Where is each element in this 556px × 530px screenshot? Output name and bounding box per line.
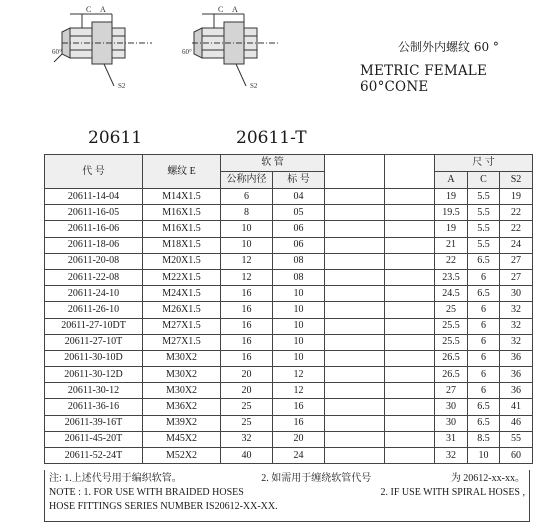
cell-s2: 36 xyxy=(500,350,533,366)
cell-hose-id: 10 xyxy=(221,221,273,237)
cell-code: 20611-24-10 xyxy=(45,286,143,302)
fitting-drawings xyxy=(52,2,282,94)
cell-gap-2 xyxy=(385,318,435,334)
cell-a: 23.5 xyxy=(435,269,468,285)
cell-c: 5.5 xyxy=(468,189,500,205)
cell-gap-2 xyxy=(385,367,435,383)
cell-gap-2 xyxy=(385,415,435,431)
cell-gap-1 xyxy=(325,318,385,334)
cell-gap-2 xyxy=(385,383,435,399)
cell-hose-mark: 10 xyxy=(273,350,325,366)
cell-c: 5.5 xyxy=(468,237,500,253)
table-row xyxy=(45,318,533,334)
cell-thread: M30X2 xyxy=(143,367,221,383)
fitting-drawing-20611-t xyxy=(192,14,280,86)
cell-c: 5.5 xyxy=(468,221,500,237)
cell-thread: M30X2 xyxy=(143,350,221,366)
cell-s2: 60 xyxy=(500,448,533,464)
cell-gap-2 xyxy=(385,448,435,464)
table-row xyxy=(45,189,533,205)
cell-a: 27 xyxy=(435,383,468,399)
cell-gap-2 xyxy=(385,431,435,447)
table-row xyxy=(45,221,533,237)
header-code: 代 号 xyxy=(45,155,143,189)
cell-hose-id: 16 xyxy=(221,302,273,318)
cell-a: 22 xyxy=(435,253,468,269)
cell-hose-id: 12 xyxy=(221,269,273,285)
cell-hose-mark: 06 xyxy=(273,237,325,253)
part-number-20611-t: 20611-T xyxy=(236,128,307,148)
cell-gap-1 xyxy=(325,302,385,318)
cell-s2: 27 xyxy=(500,269,533,285)
cell-s2: 46 xyxy=(500,415,533,431)
cell-c: 6 xyxy=(468,367,500,383)
table-row xyxy=(45,269,533,285)
cell-c: 6 xyxy=(468,269,500,285)
cell-a: 26.5 xyxy=(435,350,468,366)
cell-gap-1 xyxy=(325,269,385,285)
cell-s2: 32 xyxy=(500,334,533,350)
cell-s2: 36 xyxy=(500,383,533,399)
cell-hose-mark: 10 xyxy=(273,302,325,318)
cell-c: 6 xyxy=(468,334,500,350)
cell-hose-mark: 16 xyxy=(273,399,325,415)
cell-gap-1 xyxy=(325,431,385,447)
cell-s2: 22 xyxy=(500,205,533,221)
cell-code: 20611-16-06 xyxy=(45,221,143,237)
cell-c: 6.5 xyxy=(468,253,500,269)
cell-gap-1 xyxy=(325,334,385,350)
label-c-2: C xyxy=(218,5,224,14)
title-chinese: 公制外内螺纹 60 ° xyxy=(398,40,499,54)
cell-a: 21 xyxy=(435,237,468,253)
cell-gap-2 xyxy=(385,334,435,350)
cell-thread: M22X1.5 xyxy=(143,269,221,285)
cell-s2: 24 xyxy=(500,237,533,253)
label-angle: 60° xyxy=(52,48,62,56)
cell-code: 20611-30-12 xyxy=(45,383,143,399)
table-row xyxy=(45,334,533,350)
cell-code: 20611-26-10 xyxy=(45,302,143,318)
cell-gap-1 xyxy=(325,221,385,237)
notes-box xyxy=(44,470,530,522)
cell-c: 6.5 xyxy=(468,399,500,415)
cell-hose-mark: 10 xyxy=(273,318,325,334)
cell-code: 20611-22-08 xyxy=(45,269,143,285)
note-line-1 xyxy=(49,472,525,486)
note-line-3: HOSE FITTINGS SERIES NUMBER IS20612-XX-XX. xyxy=(49,501,278,512)
header-gap-1 xyxy=(325,155,385,189)
cell-c: 5.5 xyxy=(468,205,500,221)
cell-hose-mark: 12 xyxy=(273,383,325,399)
cell-gap-1 xyxy=(325,399,385,415)
spec-table-body xyxy=(45,189,533,464)
cell-s2: 32 xyxy=(500,318,533,334)
cell-gap-2 xyxy=(385,221,435,237)
cell-gap-1 xyxy=(325,415,385,431)
cell-code: 20611-30-12D xyxy=(45,367,143,383)
cell-hose-mark: 20 xyxy=(273,431,325,447)
note-line-2 xyxy=(49,486,525,500)
cell-gap-2 xyxy=(385,302,435,318)
cell-c: 6 xyxy=(468,350,500,366)
cell-thread: M16X1.5 xyxy=(143,205,221,221)
note-en-1: NOTE : 1. FOR USE WITH BRAIDED HOSES xyxy=(49,487,244,498)
cell-thread: M24X1.5 xyxy=(143,286,221,302)
cell-thread: M16X1.5 xyxy=(143,221,221,237)
cell-hose-id: 16 xyxy=(221,350,273,366)
cell-hose-mark: 08 xyxy=(273,269,325,285)
cell-hose-id: 6 xyxy=(221,189,273,205)
cell-hose-id: 16 xyxy=(221,334,273,350)
label-a-2: A xyxy=(232,5,238,14)
cell-hose-id: 32 xyxy=(221,431,273,447)
title-english: METRIC FEMALE 60°CONE xyxy=(360,63,488,95)
cell-hose-mark: 16 xyxy=(273,415,325,431)
cell-a: 19.5 xyxy=(435,205,468,221)
cell-gap-1 xyxy=(325,383,385,399)
label-angle-2: 60° xyxy=(182,48,192,56)
cell-c: 6 xyxy=(468,383,500,399)
cell-code: 20611-18-06 xyxy=(45,237,143,253)
part-number-20611: 20611 xyxy=(88,128,143,148)
cell-hose-id: 25 xyxy=(221,399,273,415)
cell-gap-2 xyxy=(385,205,435,221)
cell-thread: M27X1.5 xyxy=(143,318,221,334)
cell-a: 19 xyxy=(435,189,468,205)
cell-code: 20611-36-16 xyxy=(45,399,143,415)
cell-thread: M45X2 xyxy=(143,431,221,447)
cell-hose-mark: 10 xyxy=(273,334,325,350)
cell-thread: M26X1.5 xyxy=(143,302,221,318)
cell-a: 19 xyxy=(435,221,468,237)
table-row xyxy=(45,286,533,302)
note-cn-3: 为 20612-xx-xx。 xyxy=(450,473,525,484)
cell-thread: M39X2 xyxy=(143,415,221,431)
cell-code: 20611-14-04 xyxy=(45,189,143,205)
cell-gap-2 xyxy=(385,286,435,302)
cell-s2: 27 xyxy=(500,253,533,269)
header-dims: 尺 寸 xyxy=(435,155,533,172)
cell-thread: M36X2 xyxy=(143,399,221,415)
header-a: A xyxy=(435,172,468,189)
cell-s2: 41 xyxy=(500,399,533,415)
cell-hose-mark: 06 xyxy=(273,221,325,237)
cell-code: 20611-27-10DT xyxy=(45,318,143,334)
table-row xyxy=(45,399,533,415)
header-hose: 软 管 xyxy=(221,155,325,172)
cell-code: 20611-52-24T xyxy=(45,448,143,464)
cell-thread: M52X2 xyxy=(143,448,221,464)
cell-hose-id: 20 xyxy=(221,367,273,383)
cell-thread: M30X2 xyxy=(143,383,221,399)
table-row xyxy=(45,431,533,447)
cell-gap-2 xyxy=(385,269,435,285)
cell-gap-2 xyxy=(385,189,435,205)
cell-a: 30 xyxy=(435,415,468,431)
table-row xyxy=(45,367,533,383)
cell-s2: 55 xyxy=(500,431,533,447)
cell-a: 30 xyxy=(435,399,468,415)
cell-code: 20611-45-20T xyxy=(45,431,143,447)
cell-thread: M14X1.5 xyxy=(143,189,221,205)
cell-a: 25 xyxy=(435,302,468,318)
cell-c: 10 xyxy=(468,448,500,464)
fitting-drawing-20611 xyxy=(54,14,152,86)
cell-hose-id: 10 xyxy=(221,237,273,253)
cell-hose-mark: 12 xyxy=(273,367,325,383)
cell-s2: 22 xyxy=(500,221,533,237)
label-s2-2: S2 xyxy=(250,82,258,90)
cell-code: 20611-30-10D xyxy=(45,350,143,366)
table-row xyxy=(45,448,533,464)
cell-gap-2 xyxy=(385,253,435,269)
cell-s2: 32 xyxy=(500,302,533,318)
cell-hose-id: 12 xyxy=(221,253,273,269)
note-cn-1: 注: 1.上述代号用于编织软管。 xyxy=(49,473,182,484)
cell-c: 6 xyxy=(468,302,500,318)
cell-a: 31 xyxy=(435,431,468,447)
table-row xyxy=(45,383,533,399)
cell-gap-1 xyxy=(325,205,385,221)
spec-table xyxy=(44,154,533,464)
label-c: C xyxy=(86,5,92,14)
cell-hose-mark: 10 xyxy=(273,286,325,302)
note-cn-2: 2. 如需用于缠绕软管代号 xyxy=(261,473,372,484)
cell-s2: 30 xyxy=(500,286,533,302)
cell-hose-mark: 04 xyxy=(273,189,325,205)
cell-c: 8.5 xyxy=(468,431,500,447)
table-row xyxy=(45,205,533,221)
cell-gap-1 xyxy=(325,189,385,205)
cell-a: 25.5 xyxy=(435,334,468,350)
header-hose-mark: 标 号 xyxy=(273,172,325,189)
cell-a: 26.5 xyxy=(435,367,468,383)
cell-thread: M20X1.5 xyxy=(143,253,221,269)
cell-hose-mark: 05 xyxy=(273,205,325,221)
cell-hose-id: 8 xyxy=(221,205,273,221)
cell-code: 20611-20-08 xyxy=(45,253,143,269)
table-row xyxy=(45,302,533,318)
cell-hose-id: 16 xyxy=(221,318,273,334)
cell-thread: M18X1.5 xyxy=(143,237,221,253)
cell-thread: M27X1.5 xyxy=(143,334,221,350)
cell-s2: 36 xyxy=(500,367,533,383)
cell-code: 20611-16-05 xyxy=(45,205,143,221)
cell-s2: 19 xyxy=(500,189,533,205)
table-row xyxy=(45,237,533,253)
cell-gap-1 xyxy=(325,253,385,269)
header-hose-id: 公称内径 xyxy=(221,172,273,189)
cell-gap-2 xyxy=(385,237,435,253)
note-en-2: 2. IF USE WITH SPIRAL HOSES , xyxy=(380,487,525,498)
header-gap-2 xyxy=(385,155,435,189)
cell-gap-1 xyxy=(325,237,385,253)
cell-c: 6.5 xyxy=(468,415,500,431)
table-row xyxy=(45,415,533,431)
cell-gap-1 xyxy=(325,448,385,464)
cell-a: 24.5 xyxy=(435,286,468,302)
cell-hose-id: 20 xyxy=(221,383,273,399)
cell-code: 20611-39-16T xyxy=(45,415,143,431)
cell-c: 6 xyxy=(468,318,500,334)
header-s2: S2 xyxy=(500,172,533,189)
cell-code: 20611-27-10T xyxy=(45,334,143,350)
cell-gap-2 xyxy=(385,399,435,415)
table-row xyxy=(45,253,533,269)
cell-hose-id: 16 xyxy=(221,286,273,302)
label-s2: S2 xyxy=(118,82,126,90)
header-c: C xyxy=(468,172,500,189)
table-row xyxy=(45,350,533,366)
cell-gap-1 xyxy=(325,286,385,302)
cell-a: 32 xyxy=(435,448,468,464)
cell-gap-1 xyxy=(325,350,385,366)
header-thread: 螺纹 E xyxy=(143,155,221,189)
cell-c: 6.5 xyxy=(468,286,500,302)
label-a: A xyxy=(100,5,106,14)
cell-gap-1 xyxy=(325,367,385,383)
cell-a: 25.5 xyxy=(435,318,468,334)
cell-gap-2 xyxy=(385,350,435,366)
cell-hose-mark: 08 xyxy=(273,253,325,269)
cell-hose-mark: 24 xyxy=(273,448,325,464)
cell-hose-id: 40 xyxy=(221,448,273,464)
cell-hose-id: 25 xyxy=(221,415,273,431)
